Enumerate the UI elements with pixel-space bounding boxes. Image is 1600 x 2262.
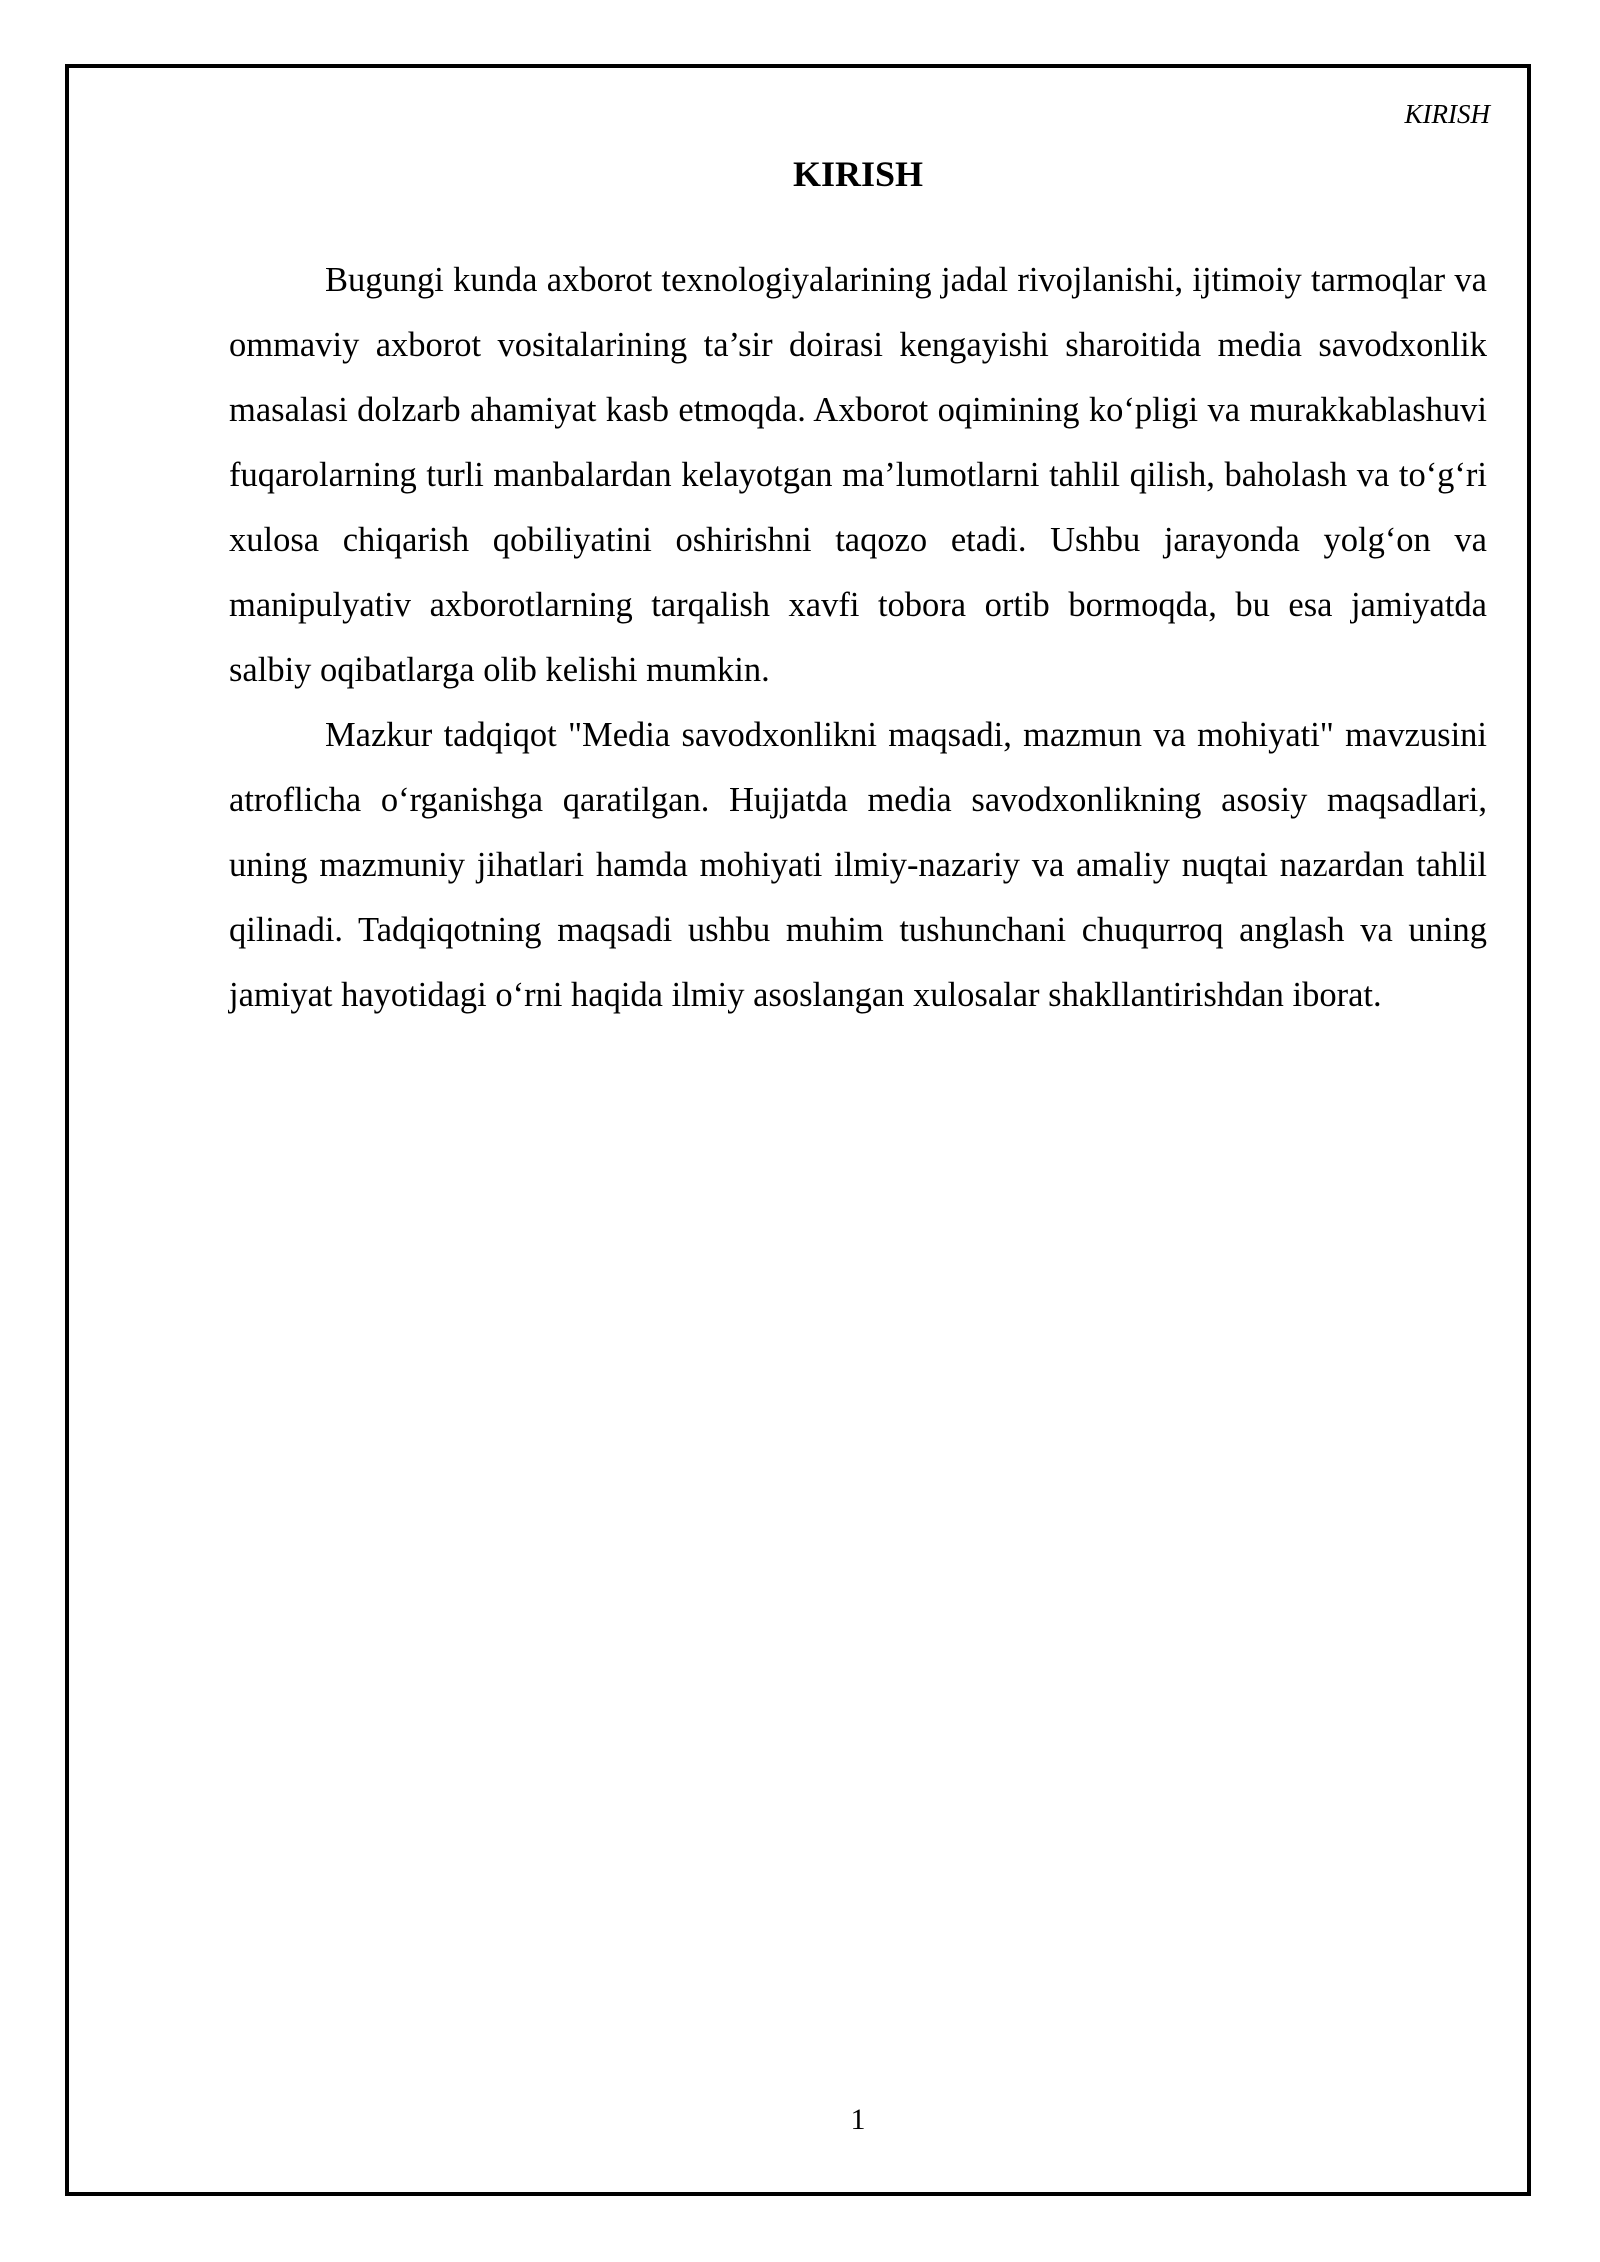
running-header: KIRISH: [1404, 99, 1490, 129]
page-number: 1: [850, 2103, 866, 2136]
document-body: [229, 248, 1487, 1028]
paragraph: Bugungi kunda axborot texnologiyalarining jadal rivojlanishi, ijtimoiy tarmoqlar va ommaviy axborot vositalarining ta’sir doirasi kengayishi sharoitida media savodxonlik masalasi dolzarb ahamiyat kasb etmoqda. Axborot oqimining ko‘pligi va murakkablashuvi fuqarolarning turli manbalardan kelayotgan ma’lumotlarni tahlil qilish, baholash va to‘g‘ri xulosa chiqarish qobiliyatini oshirishni taqozo etadi. Ushbu jarayonda yolg‘on va manipulyativ axborotlarning tarqalish xavfi tobora ortib bormoqda, bu esa jamiyatda salbiy oqibatlarga olib kelishi mumkin.: [229, 261, 1487, 689]
paragraph: Mazkur tadqiqot "Media savodxonlikni maqsadi, mazmun va mohiyati" mavzusini atroflicha o‘rganishga qaratilgan. Hujjatda media savodxonlikning asosiy maqsadlari, uning mazmuniy jihatlari hamda mohiyati ilmiy-nazariy va amaliy nuqtai nazardan tahlil qilinadi. Tadqiqotning maqsadi ushbu muhim tushunchani chuqurroq anglash va uning jamiyat hayotidagi o‘rni haqida ilmiy asoslangan xulosalar shakllantirishdan iborat.: [229, 716, 1487, 1014]
page-title: KIRISH: [792, 154, 924, 194]
